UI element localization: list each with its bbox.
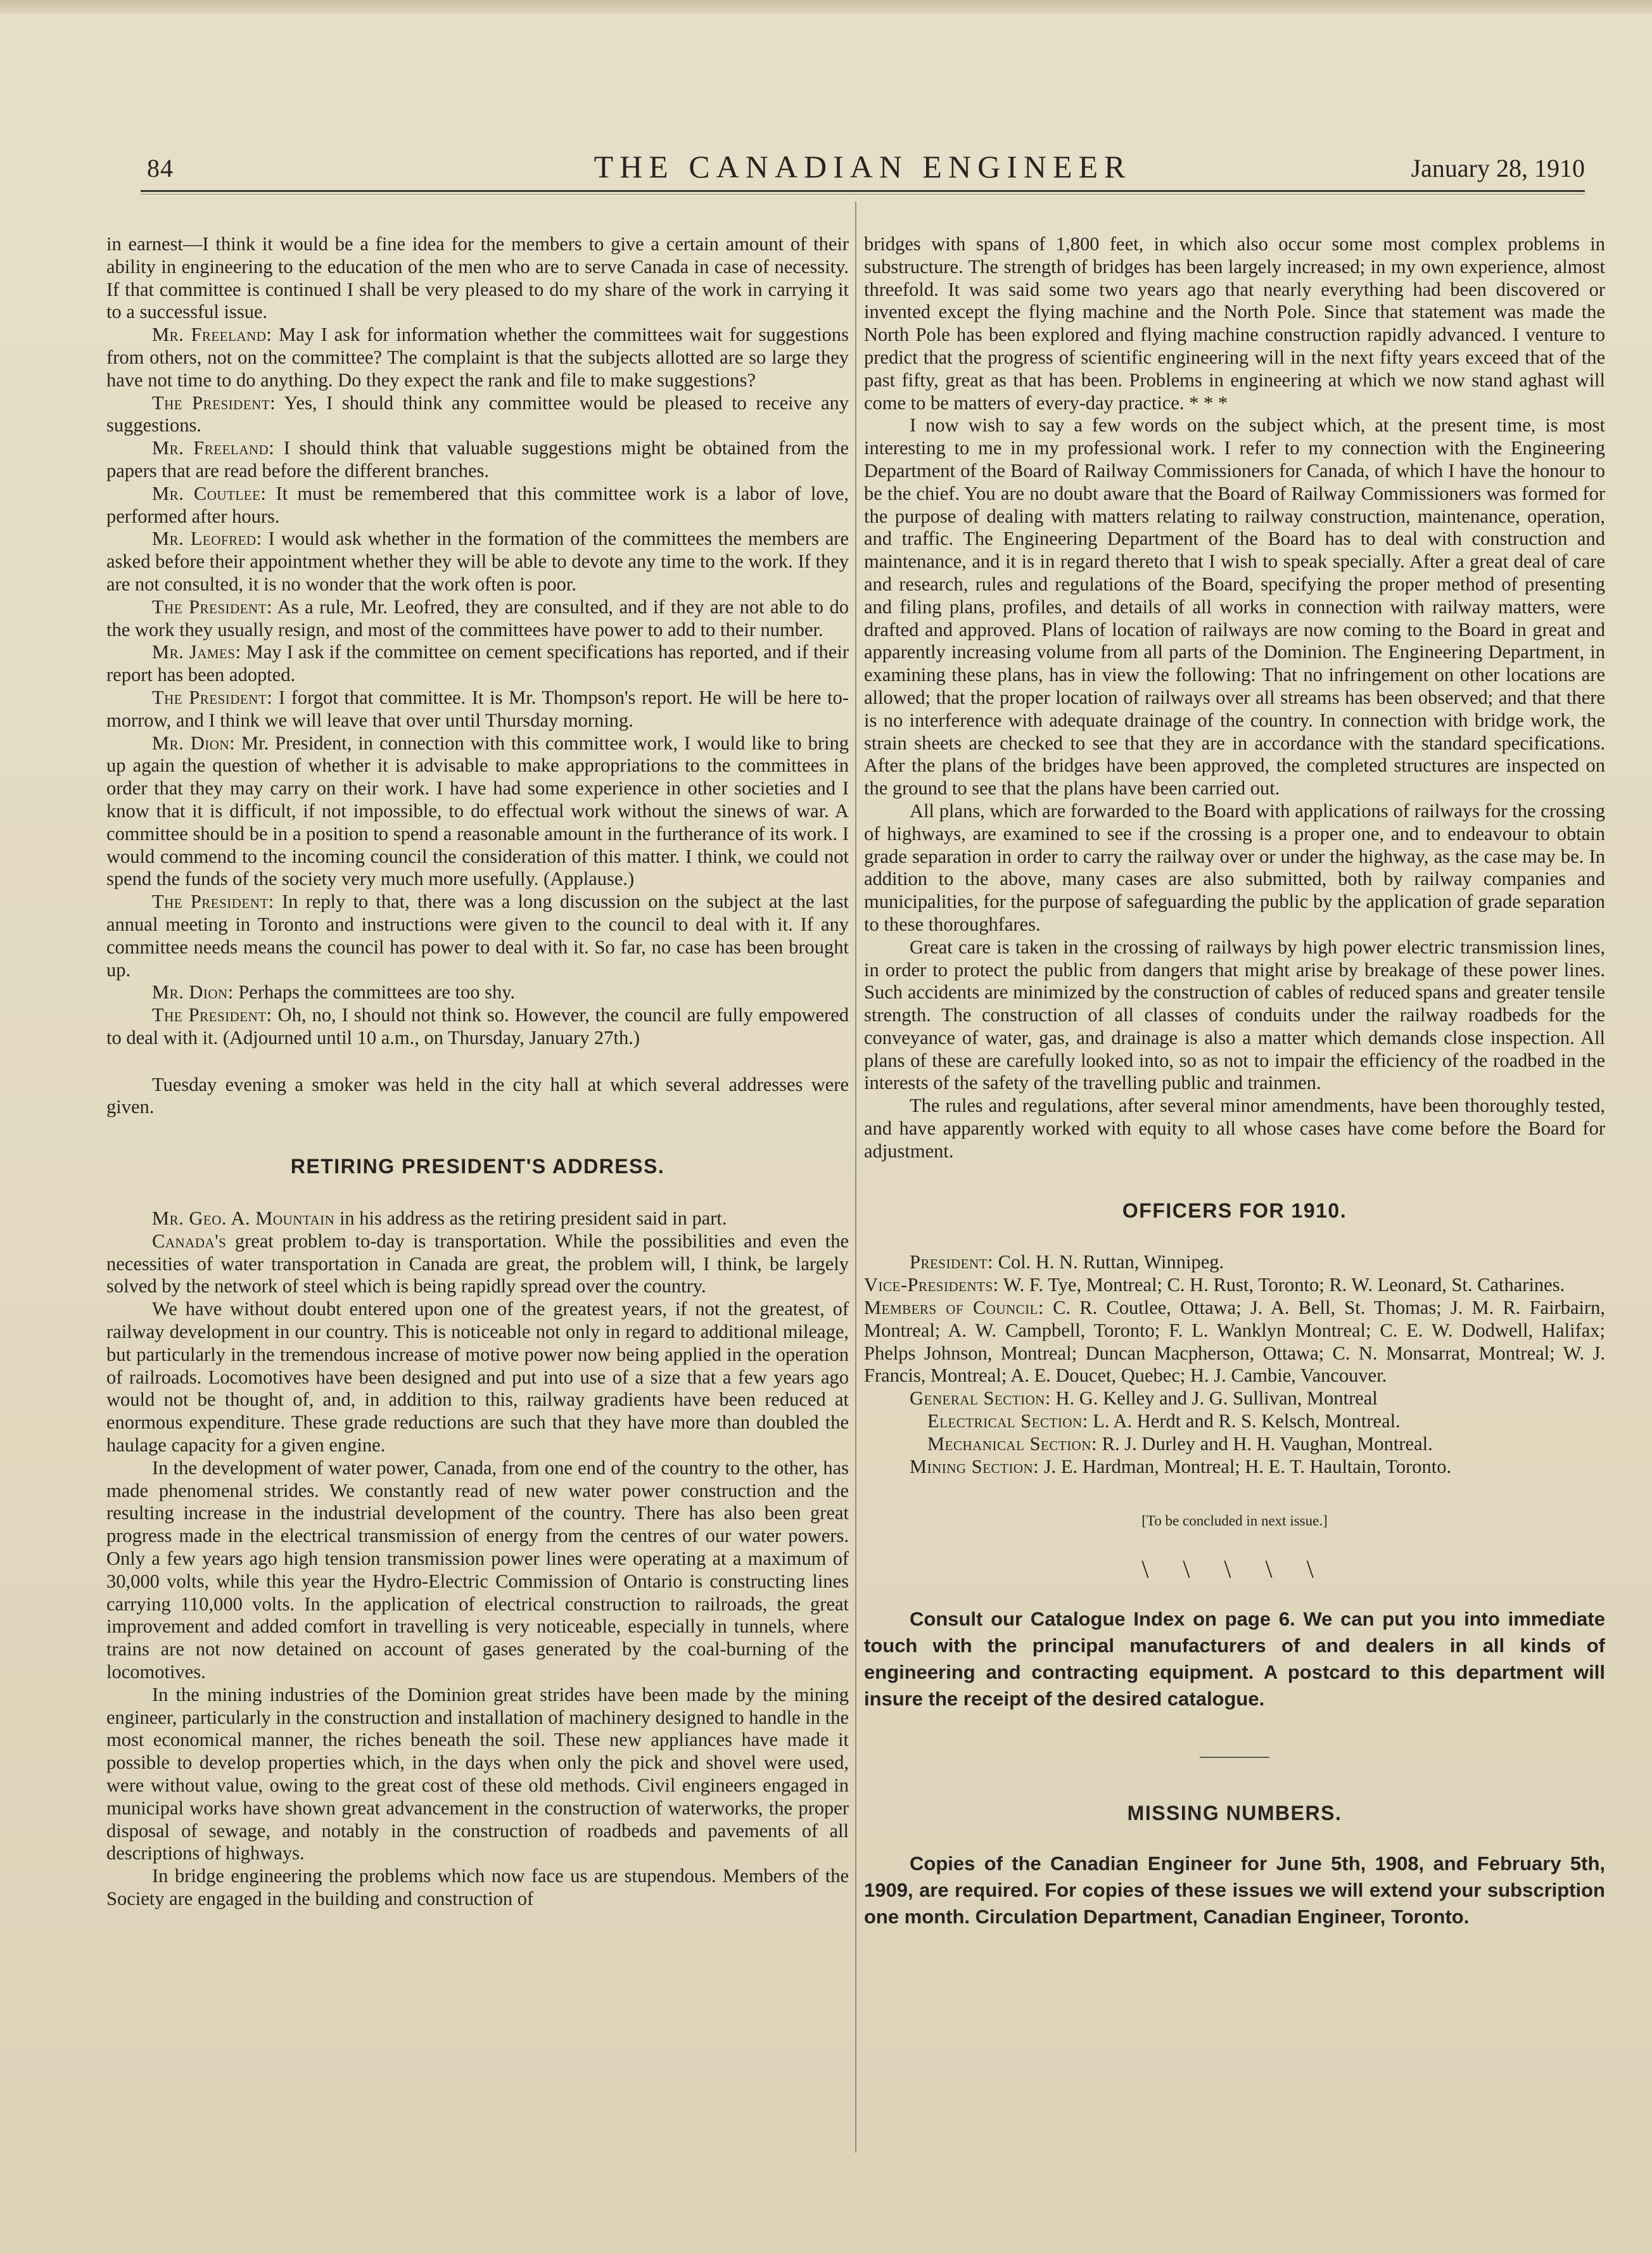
address-intro <box>106 1207 849 1230</box>
officer-value: C. R. Coutlee, Ottawa; J. A. Bell, St. Thomas; J. M. R. Fairbairn, Montreal; A. W. Campbell, Toronto; F. L. Wanklyn Montreal; C. E. W. Dodwell, Halifax; Phelps Johnson, Montreal; Duncan Macpherson, Ottawa; C. N. Monsarrat, Montreal; W. J. Francis, Montreal; A. E. Doucet, Quebec; H. J. Cambie, Vancouver. <box>864 1297 1605 1387</box>
speaker: The President: <box>152 686 273 708</box>
officer-label: Electrical Section: <box>927 1410 1088 1432</box>
address-paragraph: I now wish to say a few words on the subject which, at the present time, is most interesting to me in my professional work. I refer to my connection with the Engineering Department of the Board of Railway Commissioners for Canada, of which I have the honour to be the chief. You are no doubt aware that the Board of Railway Commissioners was formed for the purpose of dealing with matters relating to railway construction, maintenance, operation, and traffic. The Engineering Department of the Board has to deal with construction and maintenance, and it is in regard thereto that I wish to speak specially. After a great deal of care and research, rules and regulations of the Board, specifying the proper method of presenting and filing plans, profiles, and details of all works in connection with railway matters, were drafted and approved. Plans of location of railways are now coming to the Board in great and apparently increasing volume from all parts of the Dominion. The Engineering Department, in examining these plans, has in view the following: That no infringement on other locations are allowed; that the proper location of railways over all streams has been observed; and that there is no interference with adequate drainage of the country. In connection with bridge work, the strain sheets are checked to see that they are in accordance with the standard specifications. After the plans of the bridges have been approved, the completed structures are inspected on the ground to see that the plans have been carried out. <box>864 414 1605 799</box>
missing-numbers-notice <box>864 1850 1605 1930</box>
speaker: The President: <box>152 595 273 618</box>
officer-label: Mechanical Section: <box>927 1432 1097 1455</box>
officer-entry <box>864 1274 1605 1297</box>
officer-label: President: <box>910 1251 993 1273</box>
discussion-paragraph <box>106 1004 849 1050</box>
officer-value: Col. H. N. Ruttan, Winnipeg. <box>993 1251 1224 1273</box>
officer-label: Members of Council: <box>864 1297 1044 1319</box>
catalogue-notice <box>864 1606 1605 1712</box>
notice-text: Copies of the Canadian Engineer for June 5th, 1908, and February 5th, 1909, are required. For copies of these issues we will extend your subscription one month. Circulation Department, Canadian Engineer, Toronto. <box>864 1852 1605 1928</box>
address-paragraph: In the mining industries of the Dominion great strides have been made by the mining engineer, particularly in the construction and installation of machinery designed to handle in the most economical manner, the riches beneath the soil. These new appliances have made it possible to develop properties which, in the days when only the pick and shovel were used, were without value, owing to the great cost of these old methods. Civil engineers engaged in municipal works have shown great advancement in the construction of waterworks, the proper disposal of sewage, and notably in the construction of roadbeds and pavements of all descriptions of highways. <box>106 1683 849 1864</box>
officer-value: W. F. Tye, Montreal; C. H. Rust, Toronto; R. W. Leonard, St. Catharines. <box>998 1274 1565 1296</box>
right-column <box>864 233 1605 1930</box>
address-paragraph: bridges with spans of 1,800 feet, in which also occur some most complex problems in substructure. The strength of bridges has been largely increased; in my own experience, almost threefold. It was said some two years ago that nearly everything had been discovered or invented except the flying machine and the North Pole. Since that statement was made the North Pole has been explored and flying machine construction rapidly advanced. I venture to predict that the progress of scientific engineering will in the next fifty years exceed that of the past fifty, great as that has been. Problems in engineering at which we now stand aghast will come to be matters of every-day practice. * * * <box>864 233 1605 414</box>
officer-entry <box>864 1387 1605 1410</box>
section-heading-missing-numbers: MISSING NUMBERS. <box>1127 1802 1342 1825</box>
journal-title: THE CANADIAN ENGINEER <box>594 149 1132 184</box>
speaker: Mr. Leofred: <box>152 528 262 550</box>
section-heading-officers: OFFICERS FOR 1910. <box>1122 1199 1347 1222</box>
issue-date: January 28, 1910 <box>1411 154 1585 182</box>
section-heading-retiring-address: RETIRING PRESIDENT'S ADDRESS. <box>290 1155 665 1178</box>
discussion-paragraph <box>106 981 849 1004</box>
speaker: Mr. Coutlee: <box>152 482 267 504</box>
remark: It must be remembered that this committee work is a labor of love, performed after hours. <box>106 482 849 527</box>
remark: Yes, I should think any committee would be pleased to receive any suggestions. <box>106 392 849 436</box>
address-paragraph: In bridge engineering the problems which now face us are stupendous. Members of the Society are engaged in the building and construction of <box>106 1865 849 1909</box>
lead-word: Canada's <box>152 1230 227 1252</box>
officer-entry <box>864 1456 1605 1479</box>
remark: Oh, no, I should not think so. However, the council are fully empowered to deal with it. (Adjourned until 10 a.m., on Thursday, January 27th.) <box>106 1004 849 1048</box>
discussion-paragraph <box>106 483 849 528</box>
speaker: The President: <box>152 1004 272 1026</box>
discussion-paragraph <box>106 732 849 891</box>
discussion-paragraph <box>106 528 849 595</box>
remark: Perhaps the committees are too shy. <box>233 981 516 1003</box>
officer-value: J. E. Hardman, Montreal; H. E. T. Haultain, Toronto. <box>1039 1455 1452 1477</box>
officer-entry <box>864 1251 1605 1274</box>
remark: As a rule, Mr. Leofred, they are consulted, and if they are not able to do the work they usually resign, and most of the committees have power to add to their number. <box>106 595 849 640</box>
speaker: The President: <box>152 891 274 913</box>
address-paragraph <box>106 1230 849 1298</box>
remark: I would ask whether in the formation of the committees the members are asked before their appointment whether they will be able to devote any time to the work. If they are not consulted, it is no wonder that the work often is poor. <box>106 528 849 595</box>
remark: May I ask for information whether the committees wait for suggestions from others, not on the committee? The complaint is that the subjects allotted are so large they have not time to do anything. Do they expect the rank and file to make suggestions? <box>106 324 849 391</box>
speaker: Mr. James: <box>152 641 241 663</box>
speaker: The President: <box>152 392 276 414</box>
officer-entry <box>864 1297 1605 1387</box>
remark: I forgot that committee. It is Mr. Thompson's report. He will be here to-morrow, and I think we will leave that over until Thursday morning. <box>106 686 849 731</box>
speaker: Mr. Dion: <box>152 981 234 1003</box>
header-rule <box>141 190 1585 192</box>
remark: I should think that valuable suggestions might be obtained from the papers that are read before the different branches. <box>106 437 849 481</box>
address-paragraph: We have without doubt entered upon one of the greatest years, if not the greatest, of railway development in our country. This is noticeable not only in regard to additional mileage, but particularly in the tremendous increase of motive power now being applied in the operation of railroads. Locomotives have been designed and put into use of a size that a few years ago would not be thought of, and, in addition to this, railway gradients have been reduced at enormous expenditure. These grade reductions are such that they have more than doubled the haulage capacity for a given engine. <box>106 1298 849 1456</box>
remark: in his address as the retiring president said in part. <box>334 1207 727 1230</box>
speaker: Mr. Dion: <box>152 732 236 754</box>
discussion-paragraph <box>106 437 849 483</box>
speaker: Mr. Geo. A. Mountain <box>152 1207 335 1230</box>
discussion-paragraph <box>106 324 849 392</box>
speaker: Mr. Freeland: <box>152 324 272 346</box>
address-paragraph: The rules and regulations, after several minor amendments, have been thoroughly tested, and have apparently worked with equity to all whose cases have come before the Board for adjustment. <box>864 1095 1605 1162</box>
ornament-divider: \ \ \ \ \ <box>1141 1555 1328 1584</box>
discussion-paragraph <box>106 392 849 438</box>
continuation-note: [To be concluded in next issue.] <box>1141 1513 1328 1529</box>
running-header <box>141 146 1585 190</box>
short-divider <box>1200 1757 1269 1758</box>
address-paragraph: All plans, which are forwarded to the Board with applications of railways for the crossing of highways, are examined to see if the crossing is a proper one, and to endeavour to obtain grade separation in order to carry the railway over or under the highway, as the case may be. In addition to the above, many cases are also submitted, both by railway companies and municipalities, for the purpose of safeguarding the public by the application of grade separation to these thoroughfares. <box>864 799 1605 935</box>
officer-entry <box>864 1433 1605 1456</box>
address-paragraph: In the development of water power, Canada, from one end of the country to the other, has made phenomenal strides. We constantly read of new water power construction and the resulting increase in the industrial development of the country. There has also been great progress made in the electrical transmission of energy from the centres of our water powers. Only a few years ago high tension transmission power lines were operating at a maximum of 30,000 volts, while this year the Hydro-Electric Commission of Ontario is constructing lines carrying 110,000 volts. In the application of electrical construction to railroads, the great improvement and added comfort in travelling is very noticeable, especially in tunnels, where trains are not now detained on account of gases generated by the coal-burning of the locomotives. <box>106 1456 849 1683</box>
page-edge <box>0 0 1652 14</box>
officer-label: Mining Section: <box>910 1455 1039 1477</box>
discussion-paragraph <box>106 687 849 732</box>
officer-value: H. G. Kelley and J. G. Sullivan, Montreal <box>1050 1387 1378 1410</box>
officer-value: R. J. Durley and H. H. Vaughan, Montreal. <box>1097 1432 1433 1455</box>
discussion-paragraph <box>106 596 849 642</box>
left-column <box>106 233 849 1911</box>
page-number: 84 <box>147 154 174 182</box>
officer-value: L. A. Herdt and R. S. Kelsch, Montreal. <box>1088 1410 1401 1432</box>
officer-label: General Section: <box>910 1387 1051 1410</box>
officer-label: Vice-Presidents: <box>864 1274 999 1296</box>
remark: Mr. President, in connection with this committee work, I would like to bring up again the question of whether it is advisable to make appropriations to the committees in order that they may carry on their work. I have had some experience in other societies and I know that it is difficult, if not impossible, to do effectual work without the sinews of war. A committee should be in a position to spend a reasonable amount in the furtherance of its work. I would commend to the incoming council the consideration of this matter. I think, we could not spend the funds of the society very much more usefully. (Applause.) <box>106 732 849 890</box>
discussion-paragraph <box>106 891 849 981</box>
paragraph: in earnest—I think it would be a fine idea for the members to give a certain amount of their ability in engineering to the education of the men who are to serve Canada in case of necessity. If that committee is continued I shall be very pleased to do my share of the work in carrying it to a successful issue. <box>106 233 849 323</box>
address-paragraph: Great care is taken in the crossing of railways by high power electric transmission lines, in order to protect the public from dangers that might arise by breakage of these power lines. Such accidents are minimized by the construction of cables of reduced spans and greater tensile strength. The construction of all classes of conduits under the railway roadbeds for the conveyance of water, gas, and drainage is also a matter which demands close inspection. All plans of these are carefully looked into, so as not to impair the efficiency of the roadbed in the interests of the safety of the travelling public and trainmen. <box>864 936 1605 1094</box>
officer-entry <box>864 1410 1605 1433</box>
notice-text: Consult our Catalogue Index on page 6. We can put you into immediate touch with the principal manufacturers of and dealers in all kinds of engineering and contracting equipment. A postcard to this department will insure the receipt of the desired catalogue. <box>864 1608 1605 1710</box>
remark: May I ask if the committee on cement specifications has reported, and if their report has been adopted. <box>106 641 849 686</box>
speaker: Mr. Freeland: <box>152 437 275 459</box>
column-divider <box>855 201 856 2153</box>
remark: great problem to-day is transportation. While the possibilities and even the necessities of water transportation in Canada are great, the problem will, I think, be largely solved by the network of steel which is being rapidly spread over the country. <box>106 1230 849 1297</box>
spacer <box>106 1050 849 1074</box>
remark: In reply to that, there was a long discussion on the subject at the last annual meeting in Toronto and instructions were given to the council to deal with it. If any committee needs means the council has power to deal with it. So far, no case has been brought up. <box>106 891 849 981</box>
paragraph: Tuesday evening a smoker was held in the city hall at which several addresses were given. <box>106 1073 849 1118</box>
discussion-paragraph <box>106 641 849 687</box>
